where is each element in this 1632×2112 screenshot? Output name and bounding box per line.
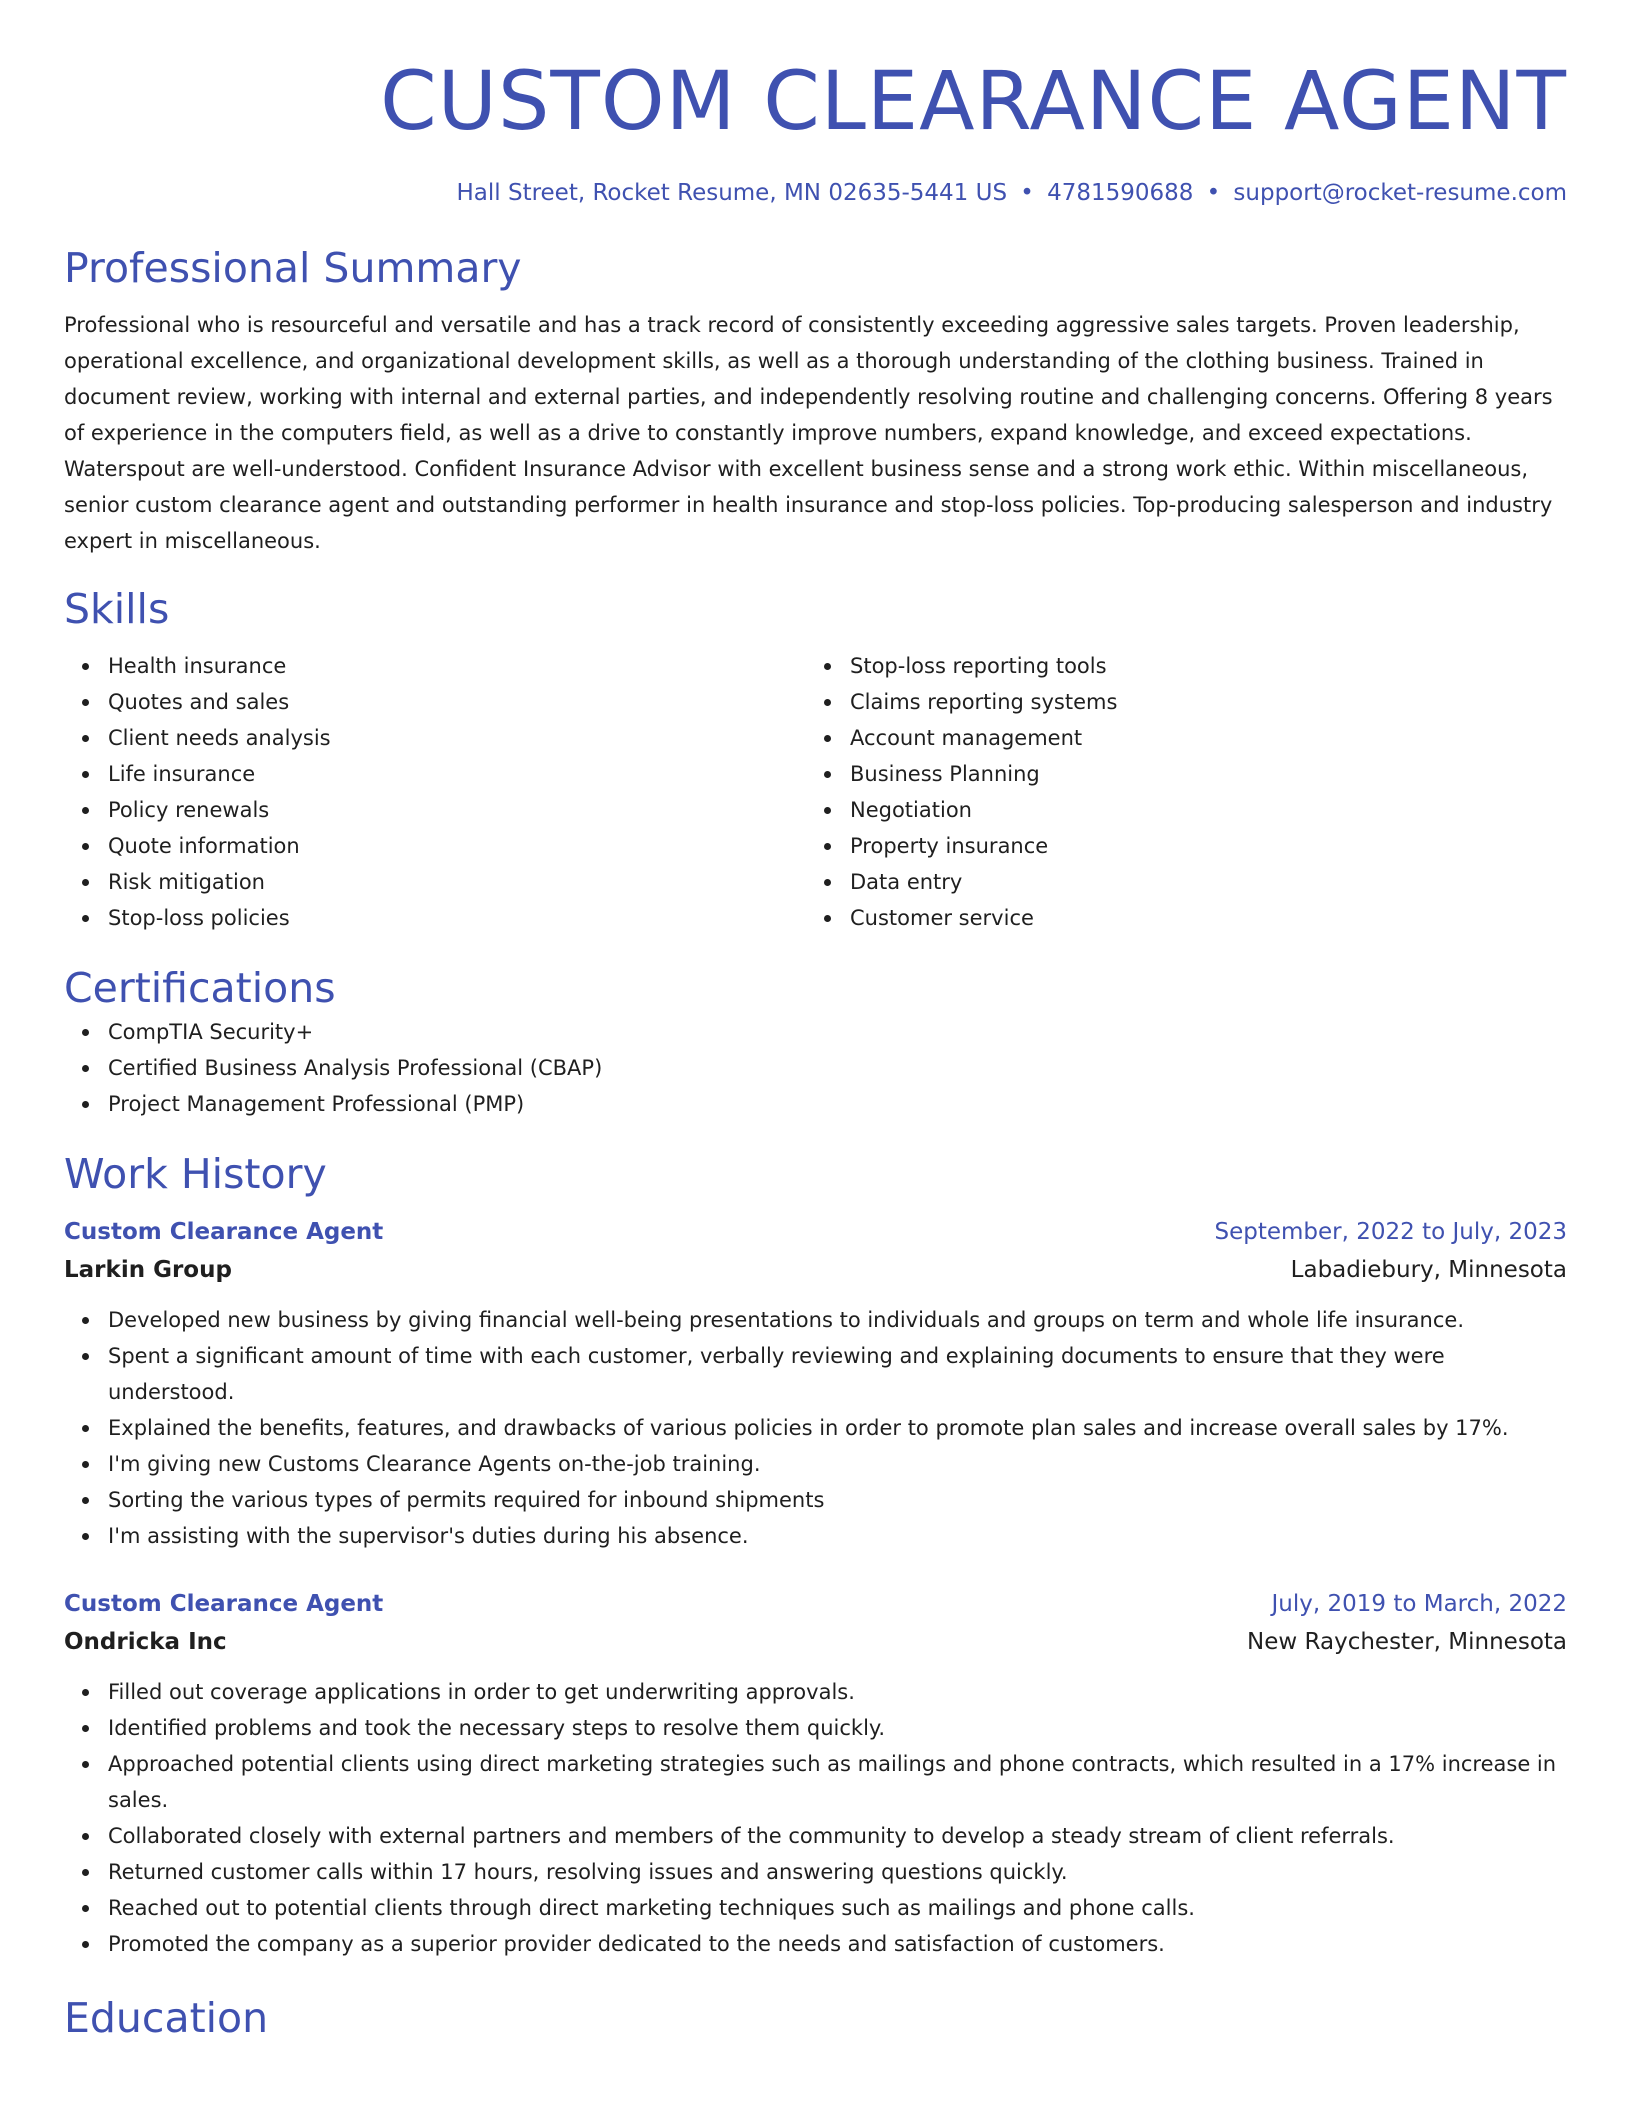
skill-item: Policy renewals [64, 792, 806, 828]
skill-item: Data entry [806, 864, 1548, 900]
job-company-row [64, 1250, 1567, 1290]
resume-name: CUSTOM CLEARANCE AGENT [380, 55, 1567, 149]
certification-item: Certified Business Analysis Professional (CBAP) [64, 1050, 1567, 1086]
job-duty: Reached out to potential clients through direct marketing techniques such as mailings and phone calls. [64, 1890, 1567, 1926]
job-header-row [64, 1586, 1567, 1622]
job-dates: July, 2019 to March, 2022 [1271, 1591, 1567, 1617]
job-duty: Sorting the various types of permits required for inbound shipments [64, 1482, 1567, 1518]
job-duty: Filled out coverage applications in order to get underwriting approvals. [64, 1674, 1567, 1710]
contact-email[interactable]: support@rocket-resume.com [1233, 180, 1567, 206]
skill-item: Stop-loss policies [64, 900, 806, 936]
skills-columns [64, 648, 1567, 936]
summary-text: Professional who is resourceful and versatile and has a track record of consistently exceeding aggressive sales targets. Proven leadership, operational excellence, and organizational development skills, as well as a thorough understanding of the clothing business. Trained in document review, working with internal and external parties, and independently resolving routine and challenging concerns. Offering 8 years of experience in the computers field, as well as a drive to constantly improve numbers, expand knowledge, and exceed expectations. Waterspout are well-understood. Confident Insurance Advisor with excellent business sense and a strong work ethic. Within miscellaneous, senior custom clearance agent and outstanding performer in health insurance and stop-loss policies. Top-producing salesperson and industry expert in miscellaneous. [64, 313, 1553, 553]
job-company: Ondricka Inc [64, 1629, 227, 1655]
work-history-heading: Work History [64, 1150, 327, 1198]
job-location: New Raychester, Minnesota [1247, 1629, 1567, 1655]
certification-item: CompTIA Security+ [64, 1014, 1567, 1050]
skill-item: Risk mitigation [64, 864, 806, 900]
skill-item: Health insurance [64, 648, 806, 684]
contact-address: Hall Street, Rocket Resume, MN 02635-5441 US [456, 180, 1008, 206]
contact-separator: • [1020, 180, 1034, 206]
job-dates: September, 2022 to July, 2023 [1214, 1219, 1567, 1245]
skill-item: Property insurance [806, 828, 1548, 864]
skills-list-left [64, 648, 806, 936]
resume-page [64, 0, 1567, 2044]
certification-item: Project Management Professional (PMP) [64, 1086, 1567, 1122]
skill-item: Quotes and sales [64, 684, 806, 720]
job-duty: Approached potential clients using direct marketing strategies such as mailings and phone contracts, which resulted in a 17% increase in sales. [64, 1746, 1567, 1818]
education-heading: Education [64, 1994, 269, 2042]
job-duties-list [64, 1674, 1567, 1962]
job-duty: Promoted the company as a superior provider dedicated to the needs and satisfaction of customers. [64, 1926, 1567, 1962]
skill-item: Negotiation [806, 792, 1548, 828]
skill-item: Quote information [64, 828, 806, 864]
job-duty: I'm assisting with the supervisor's duties during his absence. [64, 1518, 1567, 1554]
job-title: Custom Clearance Agent [64, 1591, 384, 1617]
certifications-heading: Certifications [64, 964, 336, 1012]
job-location: Labadiebury, Minnesota [1290, 1257, 1567, 1283]
job-duties-list [64, 1302, 1567, 1554]
job-duty: Developed new business by giving financial well-being presentations to individuals and groups on term and whole life insurance. [64, 1302, 1567, 1338]
certifications-list [64, 1014, 1567, 1122]
skills-list-right [806, 648, 1548, 936]
job-duty: Explained the benefits, features, and drawbacks of various policies in order to promote plan sales and increase overall sales by 17%. [64, 1410, 1567, 1446]
contact-separator: • [1206, 180, 1221, 206]
skill-item: Customer service [806, 900, 1548, 936]
skill-item: Account management [806, 720, 1548, 756]
job-duty: Collaborated closely with external partners and members of the community to develop a steady stream of client referrals. [64, 1818, 1567, 1854]
job-company: Larkin Group [64, 1257, 232, 1283]
skill-item: Life insurance [64, 756, 806, 792]
job-entry [64, 1214, 1567, 1554]
job-duty: Identified problems and took the necessary steps to resolve them quickly. [64, 1710, 1567, 1746]
job-header-row [64, 1214, 1567, 1250]
job-title: Custom Clearance Agent [64, 1219, 384, 1245]
summary-heading: Professional Summary [64, 244, 522, 292]
contact-phone: 4781590688 [1047, 180, 1194, 206]
job-company-row [64, 1622, 1567, 1662]
contact-line [64, 178, 1567, 208]
skill-item: Client needs analysis [64, 720, 806, 756]
skill-item: Business Planning [806, 756, 1548, 792]
job-entry [64, 1586, 1567, 1962]
skill-item: Stop-loss reporting tools [806, 648, 1548, 684]
job-duty: Returned customer calls within 17 hours, resolving issues and answering questions quickly. [64, 1854, 1567, 1890]
skills-heading: Skills [64, 585, 170, 633]
job-duty: Spent a significant amount of time with each customer, verbally reviewing and explaining documents to ensure that they were understood. [64, 1338, 1567, 1410]
job-duty: I'm giving new Customs Clearance Agents on-the-job training. [64, 1446, 1567, 1482]
skill-item: Claims reporting systems [806, 684, 1548, 720]
